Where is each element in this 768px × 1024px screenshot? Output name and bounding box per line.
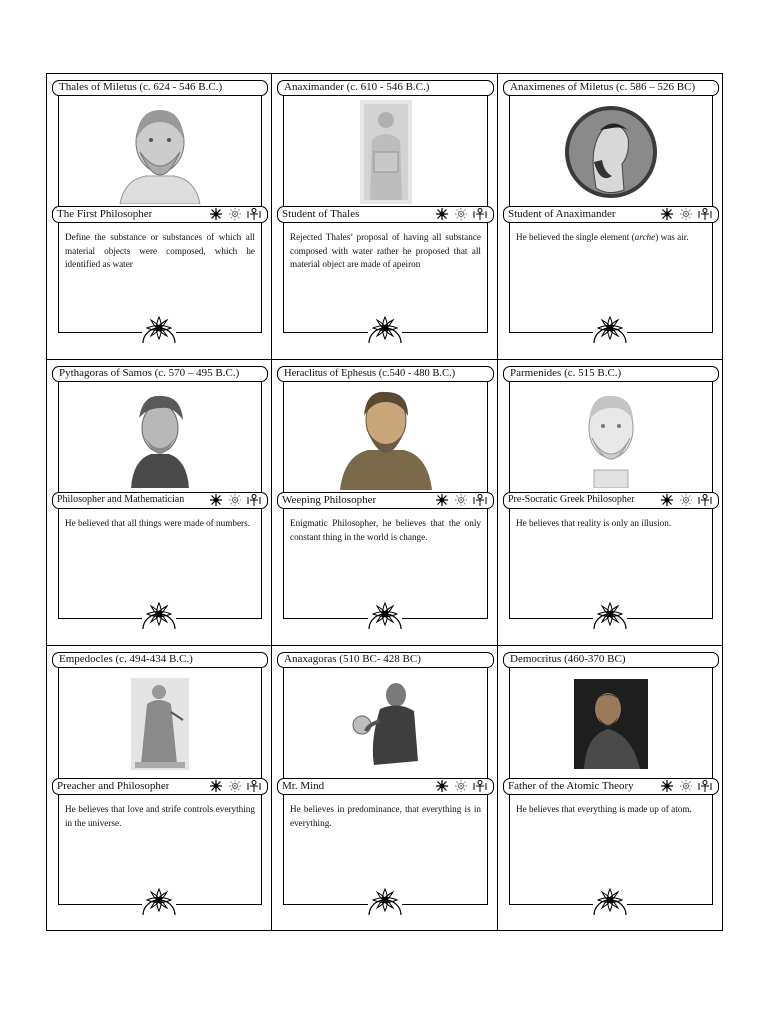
sun-icon [209, 780, 223, 792]
portrait-frame [509, 382, 713, 494]
medallion-emblem [142, 312, 176, 344]
ankh-scroll-icon [473, 494, 487, 506]
card-title-banner [52, 778, 268, 795]
card-name-banner: Pythagoras of Samos (c. 570 – 495 B.C.) [52, 366, 268, 382]
medallion-emblem-icon [368, 598, 402, 630]
medallion-emblem [593, 312, 627, 344]
dashed-sun-icon [679, 494, 693, 506]
card-description: He believed the single element (arche) was air. [516, 232, 689, 242]
card-description: He believes that everything is made up of atom. [516, 804, 692, 814]
medallion-emblem [368, 598, 402, 630]
sun-icon [435, 780, 449, 792]
card-title-banner [503, 778, 719, 795]
portrait-frame [58, 96, 262, 208]
parmenides-bust-portrait [576, 388, 646, 488]
ankh-scroll-icon [698, 208, 712, 220]
card-name-banner: Anaxagoras (510 BC- 428 BC) [277, 652, 494, 668]
sun-icon [660, 780, 674, 792]
anaximander-fresco-portrait [360, 100, 412, 204]
ankh-scroll-icon [247, 780, 261, 792]
card-title-banner [277, 492, 494, 509]
card-title: Student of Thales [282, 208, 360, 220]
card-anaximander [272, 74, 498, 360]
portrait-frame [283, 668, 488, 780]
portrait-frame [58, 668, 262, 780]
sun-icon [660, 494, 674, 506]
medallion-emblem-icon [368, 884, 402, 916]
medallion-emblem-icon [593, 598, 627, 630]
card-description: He believes that reality is only an illusion. [516, 518, 672, 528]
sun-icon [435, 208, 449, 220]
medallion-emblem [142, 598, 176, 630]
medallion-emblem [368, 884, 402, 916]
card-empedocles [47, 646, 272, 930]
card-description: Define the substance or substances of which all material objects were composed, which he identified as water [65, 232, 255, 269]
card-title: Mr. Mind [282, 780, 325, 792]
dashed-sun-icon [454, 494, 468, 506]
card-title: Father of the Atomic Theory [508, 780, 634, 792]
ankh-scroll-icon [473, 208, 487, 220]
card-description: He believed that all things were made of numbers. [65, 518, 250, 528]
card-name-banner: Heraclitus of Ephesus (c.540 - 480 B.C.) [277, 366, 494, 382]
medallion-emblem-icon [593, 884, 627, 916]
sun-icon [209, 208, 223, 220]
card-title: Philosopher and Mathematician [57, 494, 185, 505]
card-thales [47, 74, 272, 360]
dashed-sun-icon [454, 208, 468, 220]
card-title-banner [52, 492, 268, 509]
pythagoras-bust-portrait [125, 388, 195, 488]
card-title-banner [277, 778, 494, 795]
medallion-emblem [142, 884, 176, 916]
sun-icon [660, 208, 674, 220]
medallion-emblem-icon [368, 312, 402, 344]
medallion-emblem [593, 598, 627, 630]
card-title: Pre-Socratic Greek Philosopher [508, 494, 635, 505]
ankh-scroll-icon [247, 494, 261, 506]
card-title: Student of Anaximander [508, 208, 616, 220]
medallion-emblem-icon [593, 312, 627, 344]
card-name-banner: Parmenides (c. 515 B.C.) [503, 366, 719, 382]
portrait-frame [283, 382, 488, 494]
card-description: He believes in predominance, that everything is in everything. [290, 804, 481, 828]
anaximenes-medallion-portrait [564, 104, 658, 200]
democritus-painting-portrait [574, 679, 648, 769]
empedocles-engraving-portrait [131, 678, 189, 770]
sun-icon [435, 494, 449, 506]
dashed-sun-icon [228, 494, 242, 506]
ankh-scroll-icon [473, 780, 487, 792]
medallion-emblem-icon [142, 312, 176, 344]
card-name-banner: Anaximenes of Miletus (c. 586 – 526 BC) [503, 80, 719, 96]
portrait-frame [58, 382, 262, 494]
dashed-sun-icon [228, 208, 242, 220]
medallion-emblem-icon [142, 884, 176, 916]
card-description: Rejected Thales’ proposal of having all substance composed with water rather he proposed that all material object are made of apeiron [290, 232, 481, 269]
card-title: Weeping Philosopher [282, 494, 377, 506]
heraclitus-painted-portrait [338, 386, 434, 490]
card-democritus [498, 646, 722, 930]
ankh-scroll-icon [698, 780, 712, 792]
thales-bust-portrait [110, 100, 210, 204]
card-description: He believes that love and strife controls everything in the universe. [65, 804, 255, 828]
dashed-sun-icon [454, 780, 468, 792]
card-title-banner [52, 206, 268, 223]
card-heraclitus [272, 360, 498, 646]
portrait-frame [509, 96, 713, 208]
card-anaximenes [498, 74, 722, 360]
card-name-banner: Anaximander (c. 610 - 546 B.C.) [277, 80, 494, 96]
dashed-sun-icon [679, 208, 693, 220]
anaxagoras-figure-portrait [346, 681, 426, 767]
ankh-scroll-icon [698, 494, 712, 506]
medallion-emblem-icon [142, 598, 176, 630]
medallion-emblem [368, 312, 402, 344]
card-name-banner: Thales of Miletus (c. 624 - 546 B.C.) [52, 80, 268, 96]
card-description: Enigmatic Philosopher, he believes that the only constant thing in the world is change. [290, 518, 481, 542]
card-title-banner [503, 206, 719, 223]
card-title: The First Philosopher [57, 208, 153, 220]
card-name-banner: Democritus (460-370 BC) [503, 652, 719, 668]
card-parmenides [498, 360, 722, 646]
card-name-banner: Empedocles (c. 494-434 B.C.) [52, 652, 268, 668]
dashed-sun-icon [679, 780, 693, 792]
card-title-banner [277, 206, 494, 223]
medallion-emblem [593, 884, 627, 916]
sun-icon [209, 494, 223, 506]
portrait-frame [509, 668, 713, 780]
card-pythagoras [47, 360, 272, 646]
dashed-sun-icon [228, 780, 242, 792]
card-anaxagoras [272, 646, 498, 930]
ankh-scroll-icon [247, 208, 261, 220]
card-title-banner [503, 492, 719, 509]
portrait-frame [283, 96, 488, 208]
card-title: Preacher and Philosopher [57, 780, 170, 792]
card-sheet [46, 73, 723, 931]
